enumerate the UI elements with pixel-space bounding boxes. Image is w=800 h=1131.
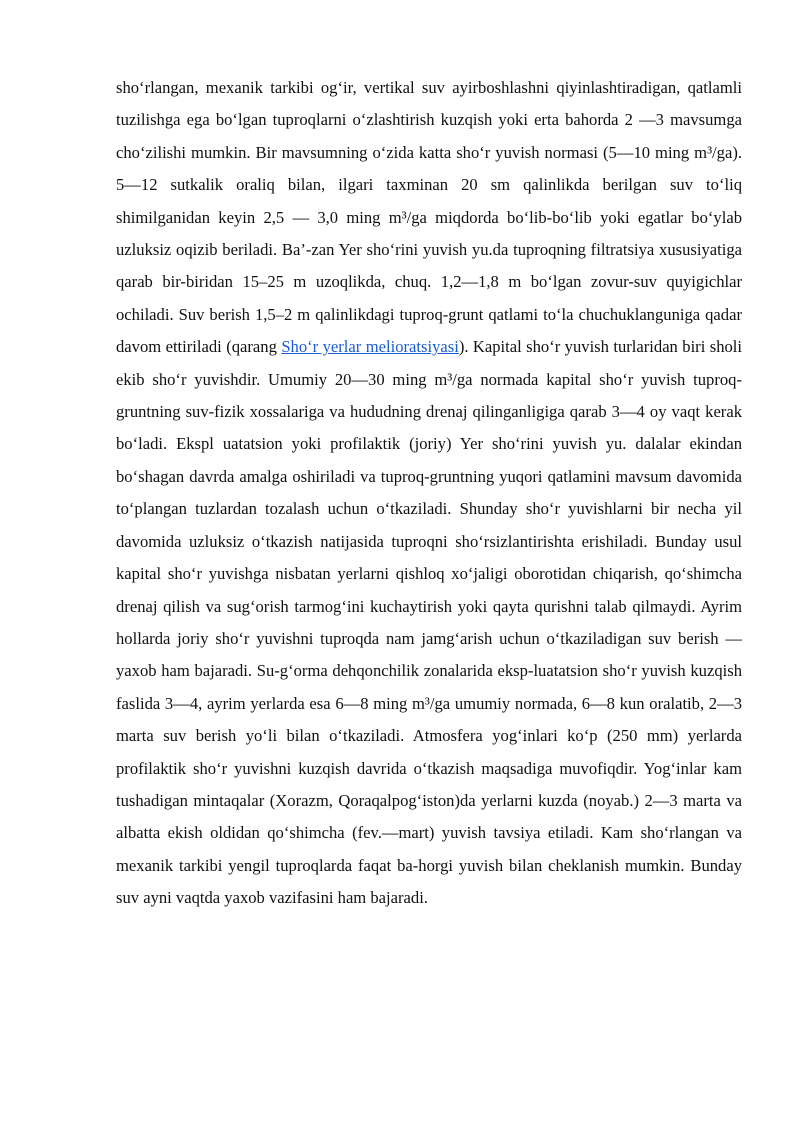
body-paragraph (116, 72, 742, 915)
paragraph-text-part2: ). Kapital sho‘r yuvish turlaridan biri sholi ekib sho‘r yuvishdir. Umumiy 20—30 ming m³/ga normada kapital sho‘r yuvish tuproq-gruntning suv-fizik xossalariga va hududning drenaj qilinganligiga qarab 3—4 oy vaqt kerak bo‘ladi. Ekspl uatatsion yoki profilaktik (joriy) Yer sho‘rini yuvish yu. dalalar ekindan bo‘shagan davrda amalga oshiriladi va tuproq-gruntning yuqori qatlamini mavsum davomida to‘plangan tuzlardan tozalash uchun o‘tkaziladi. Shunday sho‘r yuvishlarni bir necha yil davomida uzluksiz o‘tkazish natijasida tuproqni sho‘rsizlantirishta erishiladi. Bunday usul kapital sho‘r yuvishga nisbatan yerlarni qishloq xo‘jaligi oborotidan chiqarish, qo‘shimcha drenaj qilish va sug‘orish tarmog‘ini kuchaytirish yoki qayta qurishni talab qilmaydi. Ayrim hollarda joriy sho‘r yuvishni tuproqda nam jamg‘arish uchun o‘tkaziladigan suv berish — yaxob ham bajaradi. Su-g‘orma dehqonchilik zonalarida eksp-luatatsion sho‘r yuvish kuzqish faslida 3—4, ayrim yerlarda esa 6—8 ming m³/ga umumiy normada, 6—8 kun oralatib, 2—3 marta suv berish yo‘li bilan o‘tkaziladi. Atmosfera yog‘inlari ko‘p (250 mm) yerlarda profilaktik sho‘r yuvishni kuzqish davrida o‘tkazish maqsadiga muvofiqdir. Yog‘inlar kam tushadigan mintaqalar (Xorazm, Qoraqalpog‘iston)da yerlarni kuzda (noyab.) 2—3 marta va albatta ekish oldidan qo‘shimcha (fev.—mart) yuvish tavsiya etiladi. Kam sho‘rlangan va mexanik tarkibi yengil tuproqlarda faqat ba-horgi yuvish bilan cheklanish mumkin. Bunday suv ayni vaqtda yaxob vazifasini ham bajaradi. (116, 337, 743, 908)
melioration-link[interactable]: Sho‘r yerlar melioratsiyasi (281, 337, 459, 357)
paragraph-text-part1: sho‘rlangan, mexanik tarkibi og‘ir, vertikal suv ayirboshlashni qiyinlashtiradigan, qatlamli tuzilishga ega bo‘lgan tuproqlarni o‘zlashtirish kuzqish yoki erta bahorda 2 —3 mavsumga cho‘zilishi mumkin. Bir mavsumning o‘zida katta sho‘r yuvish normasi (5—10 ming m³/ga). 5—12 sutkalik oraliq bilan, ilgari taxminan 20 sm qalinlikda berilgan suv to‘liq shimilganidan keyin 2,5 — 3,0 ming m³/ga miqdorda bo‘lib-bo‘lib yoki egatlar bo‘ylab uzluksiz oqizib beriladi. Ba’-zan Yer sho‘rini yuvish yu.da tuproqning filtratsiya xususiyatiga qarab bir-biridan 15–25 m uzoqlikda, chuq. 1,2—1,8 m bo‘lgan zovur-suv quyigichlar ochiladi. Suv berish 1,5–2 m qalinlikdagi tuproq-grunt qatlami to‘la chuchuklanguniga qadar davom ettiriladi (qarang (116, 78, 742, 357)
